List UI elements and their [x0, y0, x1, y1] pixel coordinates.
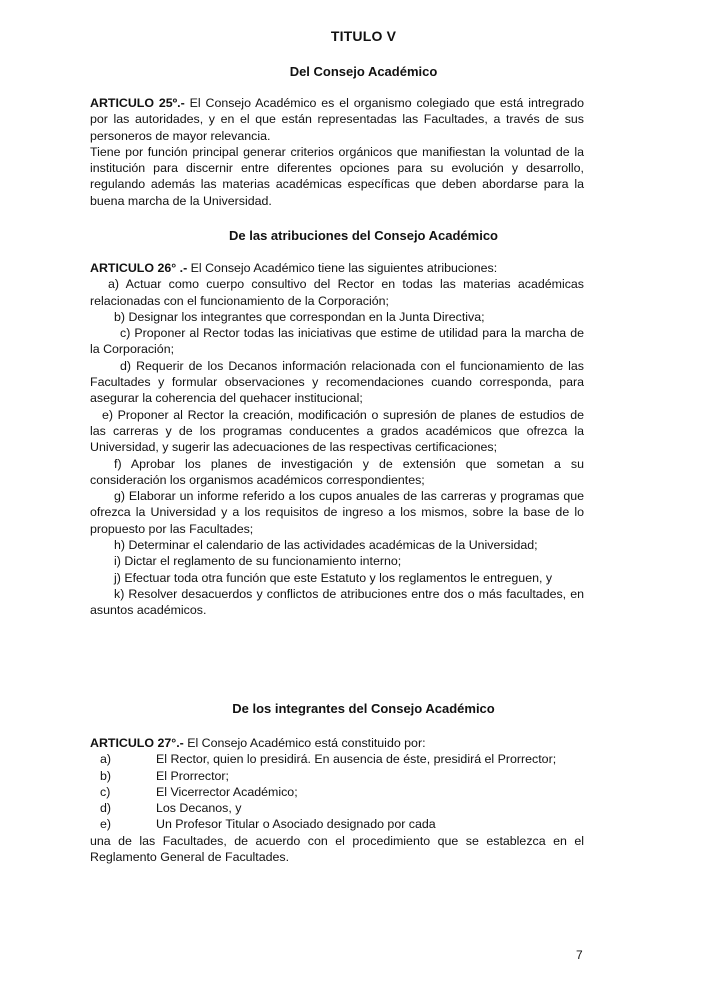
list-item-text: El Rector, quien lo presidirá. En ausencia de éste, presidirá el Prorrector;	[156, 752, 557, 767]
list-item-text: Los Decanos, y	[156, 801, 242, 816]
list-item-label: c)	[100, 784, 111, 799]
article-26-intro	[90, 260, 584, 276]
article-25-paragraph	[90, 95, 584, 144]
article-26-list	[90, 276, 584, 618]
article-27-label: ARTICULO 27°.-	[90, 736, 184, 750]
article-25-paragraph-2: Tiene por función principal generar criterios orgánicos que manifiestan la voluntad de la institución para discernir entre diferentes opciones para su evolución y desarrollo, regulando además las materias académicas específicas que deben abordarse para la buena marcha de la Universidad.	[90, 144, 584, 208]
list-item-text: Un Profesor Titular o Asociado designado por cada	[156, 817, 436, 832]
article-25	[90, 95, 584, 209]
page-number: 7	[576, 948, 583, 962]
article-27	[90, 735, 584, 865]
list-item	[90, 816, 584, 832]
list-item: k) Resolver desacuerdos y conflictos de atribuciones entre dos o más facultades, en asuntos académicos.	[90, 586, 584, 618]
list-item-label: b)	[100, 768, 112, 783]
document-title: TITULO V	[330, 28, 397, 44]
list-item: j) Efectuar toda otra función que este Estatuto y los reglamentos le entreguen, y	[114, 570, 553, 585]
list-item: g) Elaborar un informe referido a los cupos anuales de las carreras y programas que ofrezca la Universidad y a los requisitos de ingreso a los mismos, sobre la base de lo propuesto por las Facultades;	[90, 489, 584, 536]
article-26	[90, 260, 584, 619]
section-heading-atribuciones: De las atribuciones del Consejo Académico	[229, 228, 498, 243]
list-item: h) Determinar el calendario de las actividades académicas de la Universidad;	[114, 538, 538, 553]
list-item: d) Requerir de los Decanos información relacionada con el funcionamiento de las Facultades y formular observaciones y recomendaciones cuando corresponda, para asegurar la coherencia del quehacer institucional;	[90, 358, 584, 406]
list-item	[90, 768, 584, 784]
list-item-text: El Vicerrector Académico;	[156, 784, 298, 799]
article-27-text: El Consejo Académico está constituido por:	[183, 736, 426, 750]
list-item	[90, 751, 584, 767]
list-item: e) Proponer al Rector la creación, modificación o supresión de planes de estudios de las carreras y de los programas conducentes a grados académicos que ofrezca la Universidad, y sugerir las adecuaciones de las respectivas certificaciones;	[90, 407, 584, 455]
article-27-closing: una de las Facultades, de acuerdo con el procedimiento que se establezca en el Reglamento General de Facultades.	[90, 833, 584, 865]
article-27-list	[90, 751, 584, 832]
article-26-label: ARTICULO 26° .-	[90, 261, 188, 275]
list-item: b) Designar los integrantes que correspondan en la Junta Directiva;	[114, 309, 485, 324]
list-item-text: El Prorrector;	[156, 768, 229, 783]
list-item: c) Proponer al Rector todas las iniciativas que estime de utilidad para la marcha de la Corporación;	[90, 326, 584, 357]
list-item: f) Aprobar los planes de investigación y de extensión que sometan a su consideración los organismos académicos correspondientes;	[90, 456, 584, 487]
list-item	[90, 800, 584, 816]
section-heading-integrantes: De los integrantes del Consejo Académico	[232, 701, 495, 716]
list-item-label: a)	[100, 752, 112, 767]
list-item: i) Dictar el reglamento de su funcionamiento interno;	[114, 554, 402, 569]
list-item-label: e)	[100, 817, 112, 832]
list-item	[90, 784, 584, 800]
list-item: a) Actuar como cuerpo consultivo del Rector en todas las materias académicas relacionadas con el funcionamiento de la Corporación;	[90, 277, 584, 308]
list-item-label: d)	[100, 801, 112, 816]
section-heading-consejo: Del Consejo Académico	[289, 64, 438, 79]
article-25-label: ARTICULO 25º.-	[90, 96, 185, 110]
article-25-text: El Consejo Académico es el organismo colegiado que está intregrado por las autoridades, y en el que están representadas las Facultades, a través de sus personeros de mayor relevancia.	[90, 96, 584, 143]
article-26-text: El Consejo Académico tiene las siguientes atribuciones:	[187, 261, 498, 275]
article-27-intro	[90, 735, 584, 751]
